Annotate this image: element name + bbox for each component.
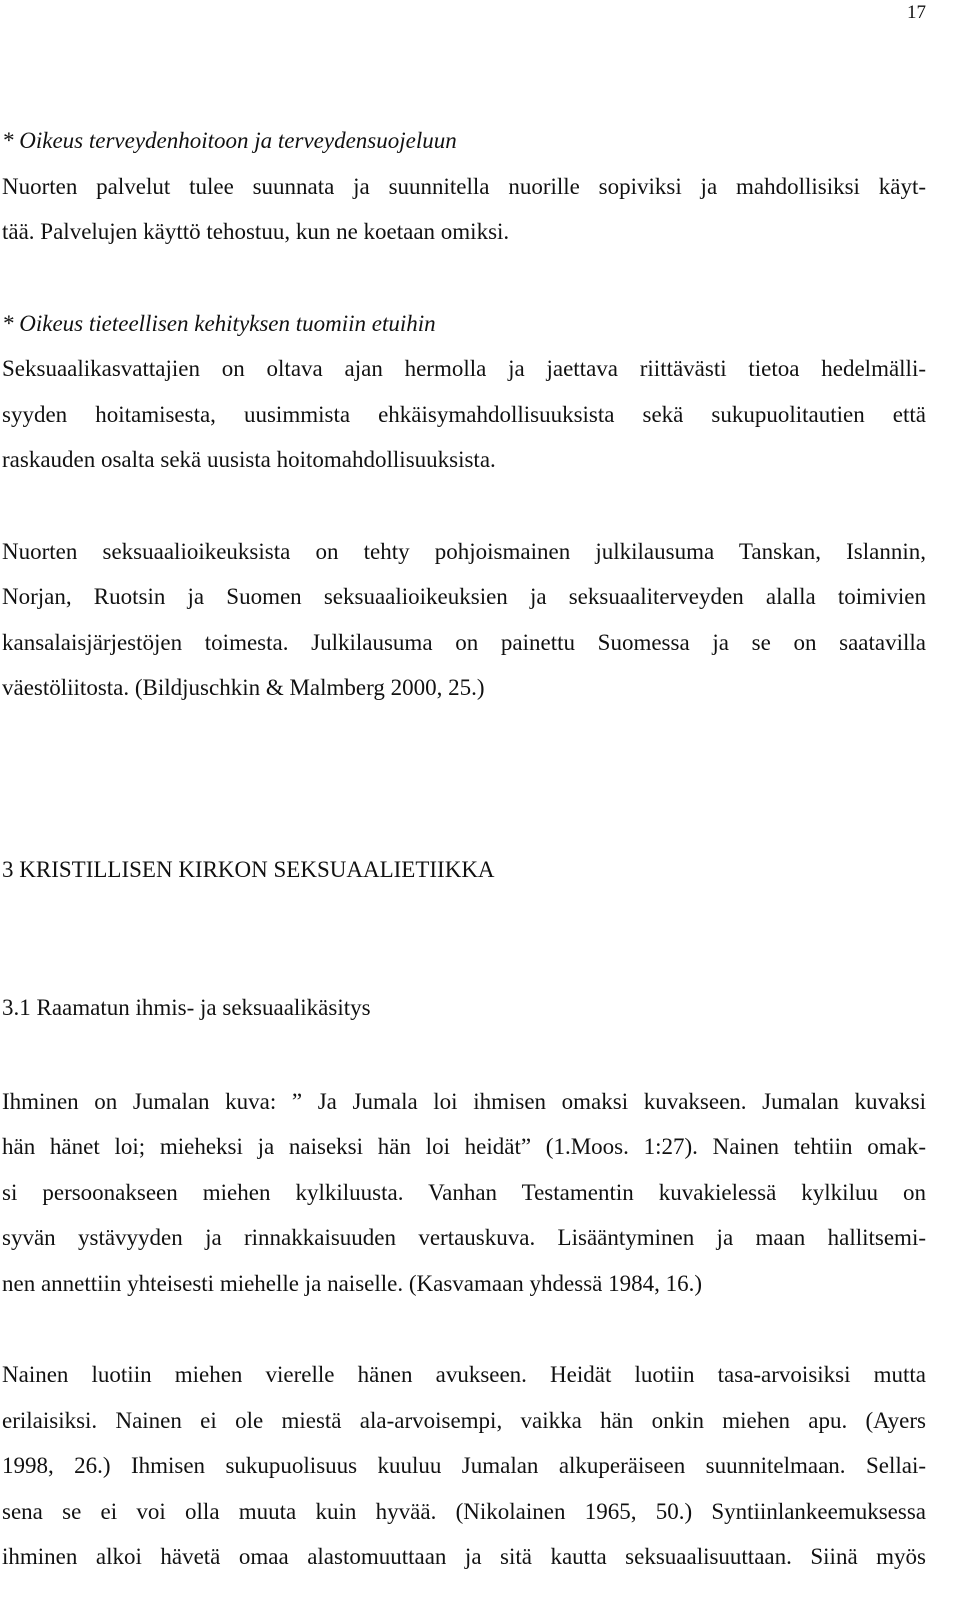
chapter-heading: 3 KRISTILLISEN KIRKON SEKSUAALIETIIKKA: [2, 856, 495, 882]
section-heading: 3.1 Raamatun ihmis- ja seksuaalikäsitys: [2, 995, 371, 1020]
rights-item-title: * Oikeus tieteellisen kehityksen tuomiin etuihin: [2, 310, 436, 336]
paragraph-woman-created: [2, 1352, 926, 1580]
text-line: sena se ei voi olla muuta kuin hyvää. (Nikolainen 1965, 50.) Syntiinlankeemuksessa: [2, 1498, 926, 1524]
text-line: ihminen alkoi hävetä omaa alastomuuttaan ja sitä kautta seksuaalisuuttaan. Siinä myös: [2, 1544, 926, 1569]
document-body: [2, 118, 926, 1580]
text-line: Seksuaalikasvattajien on oltava ajan hermolla ja jaettava riittävästi tietoa hedelmälli-: [2, 356, 926, 381]
text-line: väestöliitosta. (Bildjuschkin & Malmberg 2000, 25.): [2, 675, 485, 700]
text-line: si persoonakseen miehen kylkiluusta. Vanhan Testamentin kuvakielessä kylkiluu on: [2, 1179, 926, 1205]
text-line: Nainen luotiin miehen vierelle hänen avukseen. Heidät luotiin tasa-arvoisiksi mutta: [2, 1362, 926, 1387]
text-line: Nuorten seksuaalioikeuksista on tehty pohjoismainen julkilausuma Tanskan, Islannin,: [2, 538, 926, 564]
rights-item-title: * Oikeus terveydenhoitoon ja terveydensuojeluun: [2, 128, 457, 153]
page-number: 17: [907, 2, 926, 23]
text-line: raskauden osalta sekä uusista hoitomahdollisuuksista.: [2, 447, 496, 472]
text-line: Ihminen on Jumalan kuva: ” Ja Jumala loi ihmisen omaksi kuvakseen. Jumalan kuvaksi: [2, 1088, 926, 1114]
text-line: Norjan, Ruotsin ja Suomen seksuaalioikeuksien ja seksuaaliterveyden alalla toimivien: [2, 584, 926, 609]
text-line: nen annettiin yhteisesti miehelle ja naiselle. (Kasvamaan yhdessä 1984, 16.): [2, 1270, 703, 1296]
text-line: erilaisiksi. Nainen ei ole miestä ala-arvoisempi, vaikka hän onkin miehen apu. (Ayers: [2, 1407, 926, 1433]
text-line: tää. Palvelujen käyttö tehostuu, kun ne koetaan omiksi.: [2, 219, 510, 244]
text-line: syyden hoitamisesta, uusimmista ehkäisymahdollisuuksista sekä sukupuolitautien että: [2, 401, 926, 427]
text-line: kansalaisjärjestöjen toimesta. Julkilausuma on painettu Suomessa ja se on saatavilla: [2, 629, 926, 655]
paragraph-image-of-god: [2, 1079, 926, 1307]
text-line: 1998, 26.) Ihmisen sukupuolisuus kuuluu Jumalan alkuperäiseen suunnitelmaan. Sellai-: [2, 1453, 926, 1478]
text-line: Nuorten palvelut tulee suunnata ja suunnitella nuorille sopiviksi ja mahdollisiksi käyt-: [2, 173, 926, 199]
text-line: hän hänet loi; mieheksi ja naiseksi hän loi heidät” (1.Moos. 1:27). Nainen tehtiin omak-: [2, 1134, 926, 1159]
paragraph-declaration: [2, 529, 926, 711]
text-line: syvän ystävyyden ja rinnakkaisuuden vertauskuva. Lisääntyminen ja maan hallitsemi-: [2, 1225, 926, 1250]
